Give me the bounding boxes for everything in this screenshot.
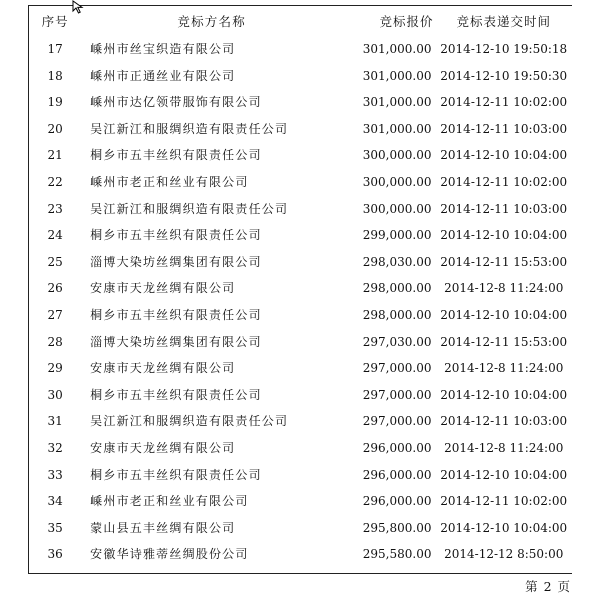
cell-no: 32 [47,440,63,455]
table-row [30,196,570,223]
cell-company-name: 桐乡市五丰丝织有限责任公司 [90,387,262,402]
cell-bid-price: 297,030.00 [362,334,432,349]
table-row [30,302,570,329]
cell-no: 28 [47,334,63,349]
cell-bid-price: 296,000.00 [362,494,432,509]
cell-submit-time: 2014-12-10 10:04:00 [440,148,568,163]
table-row [30,355,570,382]
table-row [30,408,570,435]
cell-submit-time: 2014-12-10 10:04:00 [440,228,568,243]
cell-company-name: 嵊州市达亿领带服饰有限公司 [90,95,262,110]
cell-submit-time: 2014-12-10 10:04:00 [440,520,568,535]
cell-no: 36 [47,547,63,562]
cell-company-name: 吴江新江和服绸织造有限责任公司 [90,121,289,136]
cell-company-name: 嵊州市老正和丝业有限公司 [90,494,249,509]
cell-submit-time: 2014-12-10 10:04:00 [440,307,568,322]
cell-submit-time: 2014-12-11 10:02:00 [440,174,568,189]
cell-submit-time: 2014-12-11 10:03:00 [440,201,568,216]
cell-no: 25 [47,254,63,269]
cell-no: 19 [47,95,63,110]
cell-bid-price: 300,000.00 [362,148,432,163]
cell-no: 18 [47,68,63,83]
table-row [30,462,570,489]
cell-submit-time: 2014-12-11 10:02:00 [440,494,568,509]
cell-bid-price: 297,000.00 [362,387,432,402]
table-row [30,63,570,90]
cell-company-name: 安康市天龙丝绸有限公司 [90,361,236,376]
cell-no: 31 [47,414,63,429]
cell-company-name: 嵊州市老正和丝业有限公司 [90,174,249,189]
cell-submit-time: 2014-12-10 19:50:18 [440,42,568,56]
cell-bid-price: 301,000.00 [362,68,432,83]
table-row [30,142,570,169]
cell-submit-time: 2014-12-11 10:03:00 [440,414,568,429]
cell-submit-time: 2014-12-11 15:53:00 [440,334,568,349]
cell-company-name: 嵊州市正通丝业有限公司 [90,68,236,83]
cell-company-name: 吴江新江和服绸织造有限责任公司 [90,201,289,216]
cell-bid-price: 297,000.00 [362,361,432,376]
cell-no: 29 [47,361,63,376]
header-price: 竞标报价 [379,14,434,29]
table-row [30,249,570,276]
cell-submit-time: 2014-12-8 11:24:00 [444,281,564,296]
table-row [30,329,570,356]
cell-bid-price: 299,000.00 [362,228,432,243]
cell-bid-price: 295,800.00 [362,520,432,535]
cell-no: 24 [47,228,63,243]
cell-submit-time: 2014-12-11 10:02:00 [440,95,568,110]
cell-bid-price: 295,580.00 [362,547,432,562]
table-header-row [30,8,570,36]
header-time: 竞标表递交时间 [456,14,551,29]
cell-bid-price: 301,000.00 [362,95,432,110]
cell-bid-price: 298,000.00 [362,307,432,322]
table-row [30,515,570,542]
cell-company-name: 吴江新江和服绸织造有限责任公司 [90,414,289,429]
cell-company-name: 桐乡市五丰丝织有限责任公司 [90,467,262,482]
table-row [30,222,570,249]
table-row [30,89,570,116]
cell-bid-price: 297,000.00 [362,414,432,429]
table-row [30,382,570,409]
table-row [30,541,570,568]
cell-submit-time: 2014-12-8 11:24:00 [444,361,564,376]
table-row [30,488,570,515]
cell-no: 26 [47,281,63,296]
cell-no: 34 [47,494,63,509]
cell-company-name: 桐乡市五丰丝织有限责任公司 [90,307,262,322]
cell-no: 23 [47,201,63,216]
cell-company-name: 蒙山县五丰丝绸有限公司 [90,520,236,535]
table-row [30,435,570,462]
cell-bid-price: 298,030.00 [362,254,432,269]
cell-submit-time: 2014-12-11 15:53:00 [440,254,568,269]
cell-no: 30 [47,387,63,402]
cell-company-name: 安徽华诗雅蒂丝绸股份公司 [90,547,249,562]
cell-no: 33 [47,467,63,482]
cell-bid-price: 296,000.00 [362,440,432,455]
cell-bid-price: 296,000.00 [362,467,432,482]
cell-company-name: 嵊州市丝宝织造有限公司 [90,42,236,56]
cell-no: 20 [47,121,63,136]
cell-company-name: 安康市天龙丝绸有限公司 [90,440,236,455]
header-no: 序号 [41,14,69,29]
cell-company-name: 桐乡市五丰丝织有限责任公司 [90,228,262,243]
cell-submit-time: 2014-12-11 10:03:00 [440,121,568,136]
table-row [30,36,570,63]
cell-bid-price: 300,000.00 [362,201,432,216]
header-name: 竞标方名称 [177,14,246,29]
cell-company-name: 安康市天龙丝绸有限公司 [90,281,236,296]
cell-company-name: 桐乡市五丰丝织有限责任公司 [90,148,262,163]
cell-bid-price: 301,000.00 [362,42,432,56]
cell-no: 21 [47,148,63,163]
cell-bid-price: 301,000.00 [362,121,432,136]
cell-submit-time: 2014-12-10 19:50:30 [440,68,568,83]
cell-bid-price: 300,000.00 [362,174,432,189]
cell-submit-time: 2014-12-8 11:24:00 [444,440,564,455]
table-body [30,36,570,568]
table-row [30,116,570,143]
cell-no: 22 [47,174,63,189]
cell-submit-time: 2014-12-10 10:04:00 [440,467,568,482]
cell-no: 27 [47,307,63,322]
cell-submit-time: 2014-12-10 10:04:00 [440,387,568,402]
page-number: 第 2 页 [525,579,571,594]
table-row [30,169,570,196]
cell-no: 35 [47,520,63,535]
table-row [30,275,570,302]
cell-submit-time: 2014-12-12 8:50:00 [444,547,564,562]
cell-bid-price: 298,000.00 [362,281,432,296]
cell-no: 17 [47,42,63,56]
cell-company-name: 淄博大染坊丝绸集团有限公司 [90,334,262,349]
cell-company-name: 淄博大染坊丝绸集团有限公司 [90,254,262,269]
bid-table [30,8,570,568]
